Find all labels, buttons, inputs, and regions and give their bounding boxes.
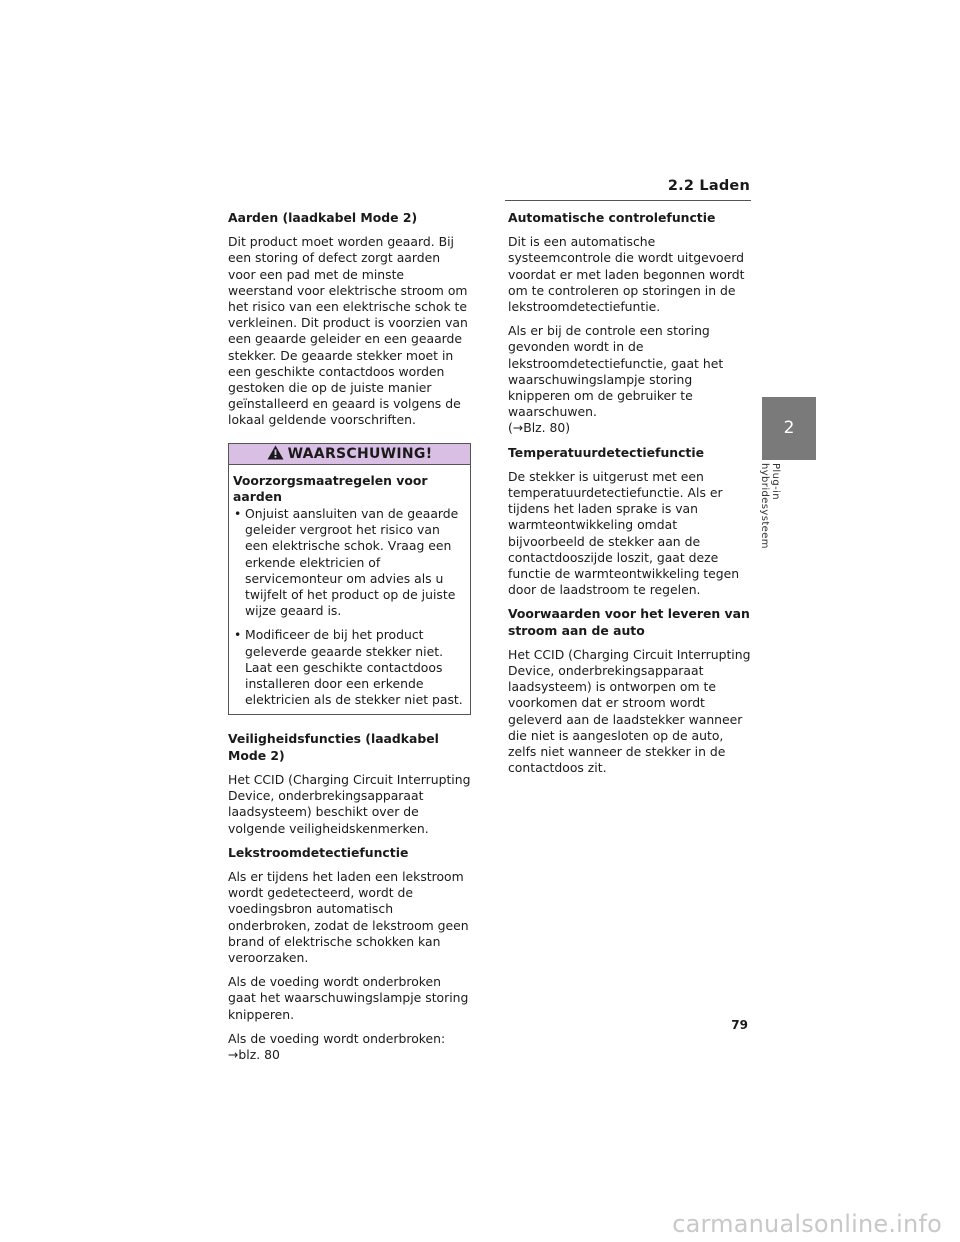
paragraph-aarden: Dit product moet worden geaard. Bij een storing of defect zorgt aarden voor een pad met de minste weerstand voor elektrische stroom om het risico van een elektrische schok te verkleinen. Dit product is voorzien van een geaarde geleider en een geaarde stekker. De geaarde stekker moet in een geschikte contactdoos worden gestoken die op de juiste manier geïnstalleerd en geaard is volgens de lokaal geldende voorschriften. [228, 234, 468, 428]
warning-heading: Voorzorgsmaatregelen voor aarden [233, 472, 428, 504]
watermark: carmanualsonline.info [672, 1210, 942, 1238]
warning-header [229, 444, 470, 465]
header-rule [505, 200, 751, 201]
storing-text: Als er bij de controle een storing gevonden wordt in de lekstroomdetectiefunctie, gaat het waarschuwingslampje storing knipperen om de gebruiker te waarschuwen. [508, 323, 724, 420]
warning-triangle-icon [267, 445, 284, 460]
right-column [508, 210, 751, 785]
paragraph-voeding-onderbroken: Als de voeding wordt onderbroken gaat het waarschuwingslampje storing knipperen. [228, 974, 469, 1022]
section-title: 2.2 Laden [667, 178, 750, 194]
reference-text: Als de voeding wordt onderbroken: [228, 1030, 446, 1046]
paragraph-lekstroom: Als er tijdens het laden een lekstroom wordt gedetecteerd, wordt de voedingsbron automatisch onderbroken, zodat de lekstroom geen brand of elektrische schokken kan veroorzaken. [228, 868, 469, 965]
warning-item: • Modificeer de bij het product geleverde geaarde stekker niet. Laat een geschikte contactdoos installeren door een erkende elektricien als de stekker niet past. [233, 627, 464, 708]
page-number: 79 [731, 1018, 748, 1032]
warning-title: WAARSCHUWING! [287, 445, 433, 462]
heading-veiligheidsfuncties: Veiligheidsfuncties (laadkabel Mode 2) [228, 731, 439, 763]
page-reference-link[interactable]: →blz. 80 [228, 1046, 280, 1062]
paragraph-temperatuur: De stekker is uitgerust met een temperatuurdetectiefunctie. Als er tijdens het laden sprake is van warmteontwikkeling omdat bijvoorbeeld de stekker aan de contactdooszijde loszit, gaat deze functie de warmteontwikkeling tegen door de laadstroom te regelen. [508, 468, 740, 598]
chapter-label: Plug-in hybridesysteem [759, 463, 781, 549]
chapter-tab: 2 [762, 397, 816, 460]
page-reference-link[interactable]: (→Blz. 80) [508, 420, 571, 436]
heading-automatische-controle: Automatische controlefunctie [508, 210, 716, 225]
warning-item: • Onjuist aansluiten van de geaarde geleider vergroot het risico van een elektrische schok. Vraag een erkende elektricien of servicemonteur om advies als u twijfelt of het product op de juiste wijze geaard is. [233, 506, 464, 619]
heading-voorwaarden: Voorwaarden voor het leveren van stroom aan de auto [508, 606, 750, 638]
warning-box [228, 443, 471, 716]
heading-lekstroomdetectie: Lekstroomdetectiefunctie [228, 844, 409, 860]
paragraph-ccid: Het CCID (Charging Circuit Interrupting Device, onderbrekingsapparaat laadsysteem) beschikt over de volgende veiligheidskenmerken. [228, 771, 471, 836]
heading-temperatuurdetectie: Temperatuurdetectiefunctie [508, 444, 705, 460]
paragraph-storing [508, 323, 751, 436]
warning-list [233, 506, 464, 708]
paragraph-voorwaarden: Het CCID (Charging Circuit Interrupting Device, onderbrekingsapparaat laadsysteem) is ontworpen om te voorkomen dat er stroom wordt geleverd aan de laadstekker wanneer die niet is aangesloten op de auto, zelfs niet wanneer de stekker in de contactdoos zit. [508, 646, 751, 776]
heading-aarden: Aarden (laadkabel Mode 2) [228, 210, 418, 225]
paragraph-voeding-ref [228, 1031, 471, 1063]
paragraph-systeemcontrole: Dit is een automatische systeemcontrole die wordt uitgevoerd voordat er met laden begonnen wordt om te controleren op storingen in de lekstroomdetectiefuntie. [508, 234, 745, 315]
left-column [228, 210, 471, 1071]
warning-body [229, 465, 470, 715]
